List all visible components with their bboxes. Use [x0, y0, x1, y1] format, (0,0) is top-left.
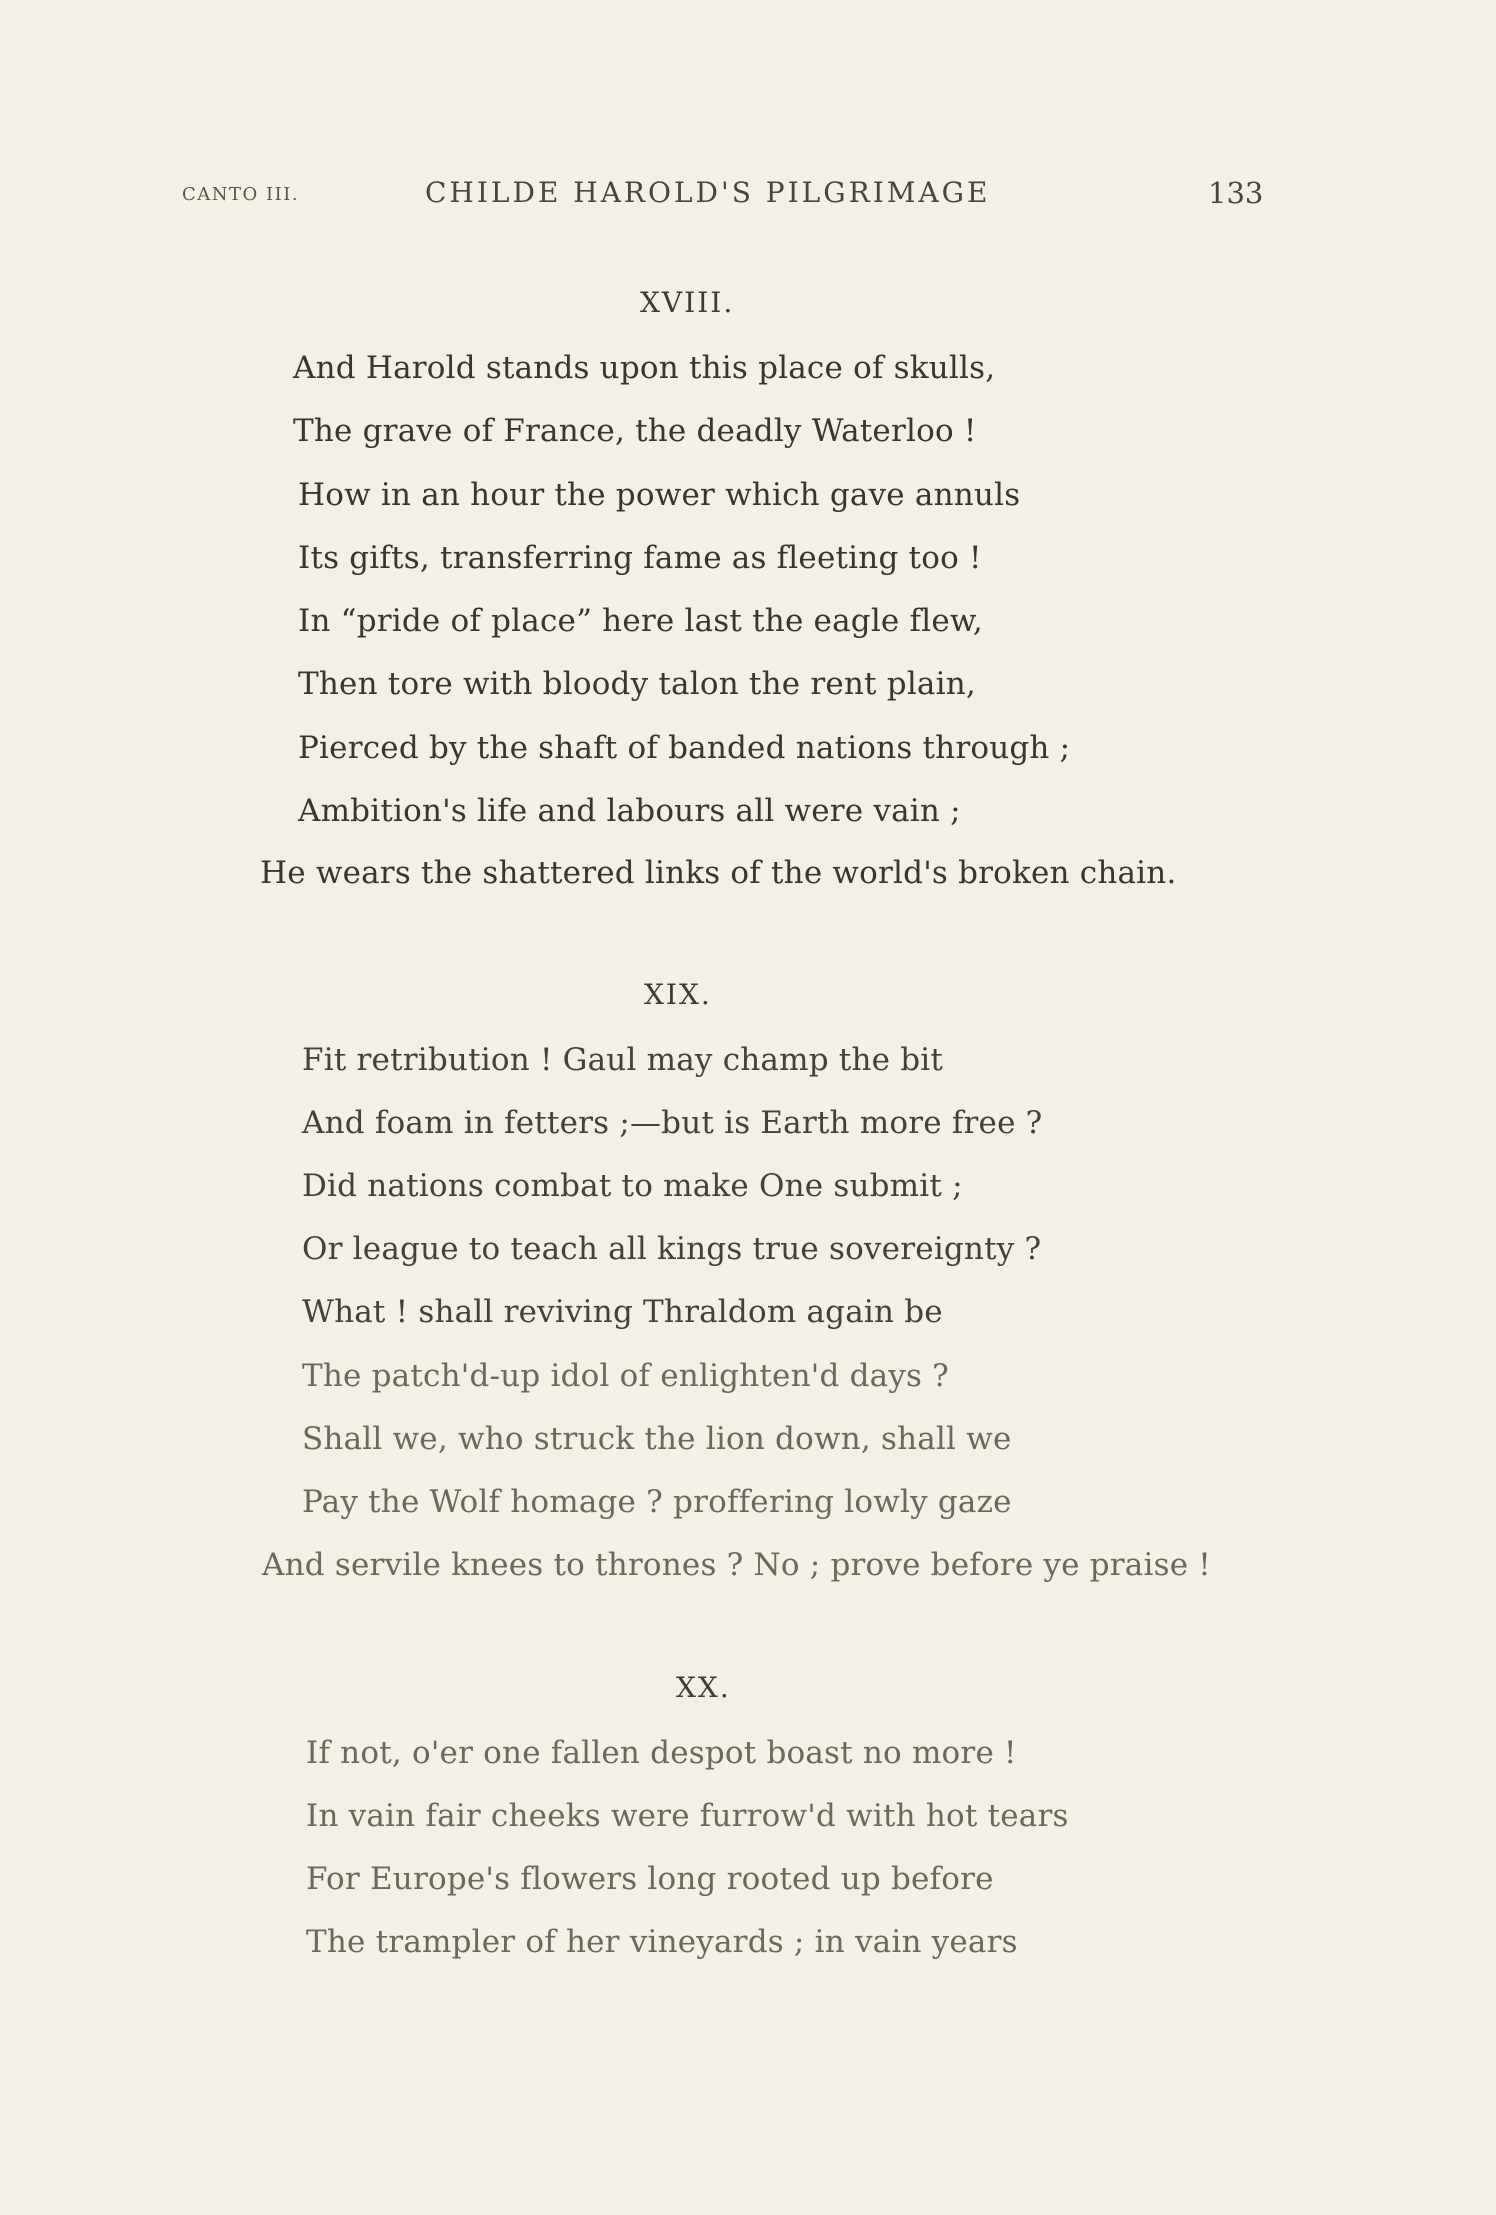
- verse-line: Did nations combat to make One submit ;: [302, 1168, 963, 1204]
- verse-line: He wears the shattered links of the world's broken chain.: [260, 855, 1177, 891]
- verse-line: In vain fair cheeks were furrow'd with hot tears: [306, 1798, 1069, 1834]
- verse-line: In “pride of place” here last the eagle flew,: [298, 603, 983, 639]
- verse-line: And Harold stands upon this place of skulls,: [293, 350, 996, 386]
- book-title: CHILDE HAROLD'S PILGRIMAGE: [425, 176, 991, 209]
- verse-line: Ambition's life and labours all were vain ;: [298, 793, 961, 829]
- stanza-numeral: XVIII.: [640, 286, 735, 319]
- verse-line: Then tore with bloody talon the rent plain,: [298, 666, 976, 702]
- page-number: 133: [1208, 176, 1264, 210]
- verse-line: The patch'd-up idol of enlighten'd days ?: [302, 1358, 949, 1394]
- verse-line: For Europe's flowers long rooted up before: [306, 1861, 994, 1897]
- stanza-numeral: XX.: [676, 1671, 731, 1704]
- verse-line: Pay the Wolf homage ? proffering lowly gaze: [302, 1484, 1012, 1520]
- verse-line: Its gifts, transferring fame as fleeting too !: [298, 540, 982, 576]
- stanza-numeral: XIX.: [644, 978, 712, 1011]
- verse-line: And servile knees to thrones ? No ; prove before ye praise !: [262, 1547, 1211, 1583]
- verse-line: If not, o'er one fallen despot boast no more !: [306, 1735, 1017, 1771]
- running-head: [0, 176, 1496, 216]
- verse-line: How in an hour the power which gave annuls: [298, 477, 1021, 513]
- verse-line: What ! shall reviving Thraldom again be: [302, 1294, 943, 1330]
- verse-line: Or league to teach all kings true sovereignty ?: [302, 1231, 1042, 1267]
- verse-line: And foam in fetters ;—but is Earth more free ?: [302, 1105, 1043, 1141]
- verse-line: Pierced by the shaft of banded nations through ;: [298, 730, 1071, 766]
- verse-line: The grave of France, the deadly Waterloo !: [293, 413, 977, 449]
- verse-line: The trampler of her vineyards ; in vain years: [306, 1924, 1018, 1960]
- canto-label: CANTO III.: [182, 184, 300, 205]
- verse-line: Shall we, who struck the lion down, shall we: [302, 1421, 1012, 1457]
- verse-line: Fit retribution ! Gaul may champ the bit: [302, 1042, 944, 1078]
